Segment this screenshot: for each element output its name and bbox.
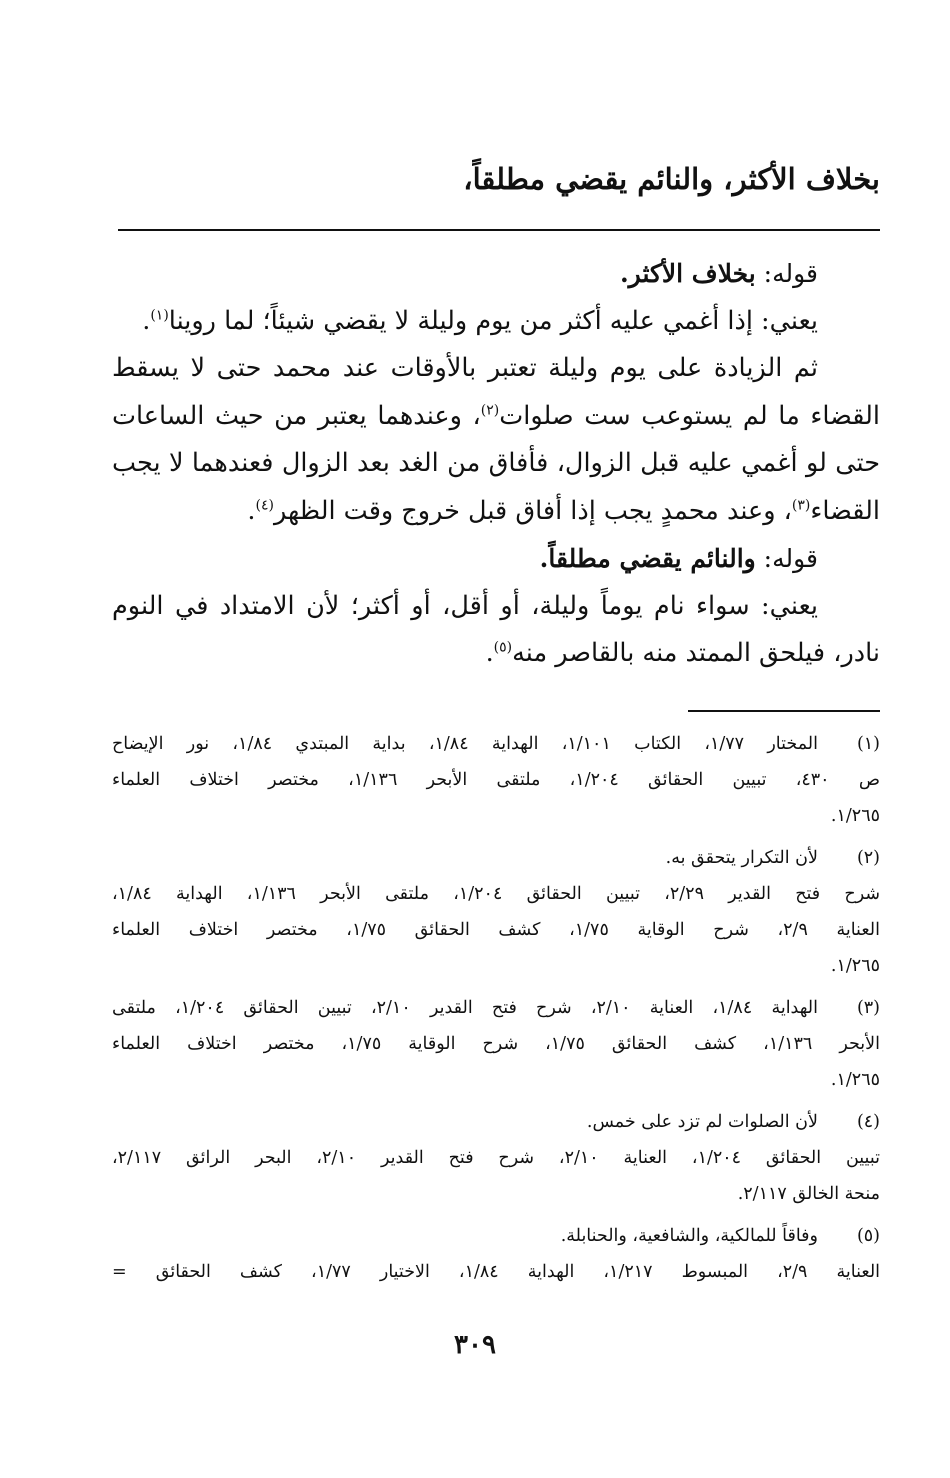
footnote-ref[interactable]: (٥) [493, 639, 513, 656]
footnote-4-line-1 [112, 1104, 880, 1140]
footnote-number: (٥) [856, 1226, 880, 1246]
footnote-number: (٢) [856, 848, 880, 868]
footnote-ref[interactable]: (٢) [480, 402, 500, 418]
text-run: . [142, 305, 151, 336]
footnote-1-line-2: ص ٤٣٠، تبيين الحقائق ١/٢٠٤، ملتقى الأبحر ١/١٣٦، مختصر اختلاف العلماء [112, 770, 880, 790]
paragraph-1-line [112, 298, 880, 346]
header-divider [118, 229, 880, 231]
paragraph-3-line-2 [112, 630, 880, 678]
footnote-number: (١) [856, 734, 880, 754]
main-text [112, 250, 880, 678]
quote-text: بخلاف الأكثر. [619, 259, 756, 288]
text-run: . [247, 495, 256, 526]
footnote-text: لأن الصلوات لم تزد على خمس. [586, 1112, 818, 1132]
quote-line-1 [112, 250, 880, 298]
footnote-text: المختار ١/٧٧، الكتاب ١/١٠١، الهداية ١/٨٤، بداية المبتدي ١/٨٤، نور الإيضاح [112, 734, 819, 754]
footnote-ref[interactable]: (١) [150, 307, 169, 323]
footnote-text: لأن التكرار يتحقق به. [665, 848, 818, 868]
footnote-2-line-4: ١/٢٦٥. [830, 956, 880, 976]
footnote-number: (٤) [856, 1112, 880, 1132]
footnote-1-line-1 [112, 726, 880, 762]
footnote-5-line-1 [112, 1218, 880, 1254]
paragraph-2-line-1: ثم الزيادة على يوم وليلة تعتبر بالأوقات عند محمد حتى لا يسقط [112, 353, 818, 383]
quote-line-2 [112, 535, 880, 583]
footnote-4-line-3: منحة الخالق ٢/١١٧. [737, 1184, 880, 1204]
quote-text: والنائم يقضي مطلقاً. [539, 544, 756, 573]
page-number: ٣٠٩ [454, 1330, 496, 1360]
footnote-ref[interactable]: (٤) [255, 497, 274, 513]
quote-label: قوله: [755, 544, 818, 573]
footnote-2-line-2: شرح فتح القدير ٢/٢٩، تبيين الحقائق ١/٢٠٤، ملتقى الأبحر ١/١٣٦، الهداية ١/٨٤، [112, 884, 881, 904]
paragraph-3-line-1: يعني: سواء نام يوماً وليلة، أو أقل، أو أكثر؛ لأن الامتداد في النوم [112, 590, 818, 621]
paragraph-2-line-2 [112, 393, 880, 441]
footnotes [112, 726, 880, 1290]
text-run: ، وعندهما يعتبر من حيث الساعات [112, 400, 481, 431]
footnote-2-line-1 [112, 840, 880, 876]
footnote-3-line-1 [112, 990, 880, 1026]
running-header: بخلاف الأكثر، والنائم يقضي مطلقاً، [463, 162, 880, 196]
text-run: نادر، فيلحق الممتد منه بالقاصر منه [512, 638, 880, 668]
paragraph-2-line-4 [112, 488, 880, 536]
text-run: . [485, 638, 494, 668]
footnote-number: (٣) [856, 998, 880, 1018]
footnote-ref[interactable]: (٣) [791, 497, 811, 513]
text-run: يعني: إذا أغمي عليه أكثر من يوم وليلة لا يقضي شيئاً؛ لما روينا [168, 305, 818, 336]
text-run: ، وعند محمدٍ يجب إذا أفاق قبل خروج وقت الظهر [273, 495, 792, 526]
footnote-3-line-3: ١/٢٦٥. [830, 1070, 880, 1090]
text-run: القضاء [810, 495, 880, 526]
paragraph-2-line-3: حتى لو أغمي عليه قبل الزوال، فأفاق من الغد بعد الزوال فعندهما لا يجب [112, 448, 880, 478]
footnote-4-line-2: تبيين الحقائق ١/٢٠٤، العناية ٢/١٠، شرح فتح القدير ٢/١٠، البحر الرائق ٢/١١٧، [112, 1148, 880, 1168]
footnote-text: وفاقاً للمالكية، والشافعية، والحنابلة. [560, 1226, 818, 1246]
footnote-3-line-2: الأبحر ١/١٣٦، كشف الحقائق ١/٧٥، شرح الوقاية ١/٧٥، مختصر اختلاف العلماء [112, 1034, 880, 1054]
footnotes-divider [688, 710, 880, 712]
footnote-5-line-2: العناية ٢/٩، المبسوط ١/٢١٧، الهداية ١/٨٤، الاختيار ١/٧٧، كشف الحقائق = [112, 1262, 881, 1282]
text-run: القضاء ما لم يستوعب ست صلوات [499, 400, 880, 431]
footnote-1-line-3: ١/٢٦٥. [830, 806, 880, 826]
footnote-2-line-3: العناية ٢/٩، شرح الوقاية ١/٧٥، كشف الحقائق ١/٧٥، مختصر اختلاف العلماء [112, 920, 880, 940]
quote-label: قوله: [755, 259, 818, 288]
footnote-text: الهداية ١/٨٤، العناية ٢/١٠، شرح فتح القدير ٢/١٠، تبيين الحقائق ١/٢٠٤، ملتقى [112, 998, 819, 1018]
